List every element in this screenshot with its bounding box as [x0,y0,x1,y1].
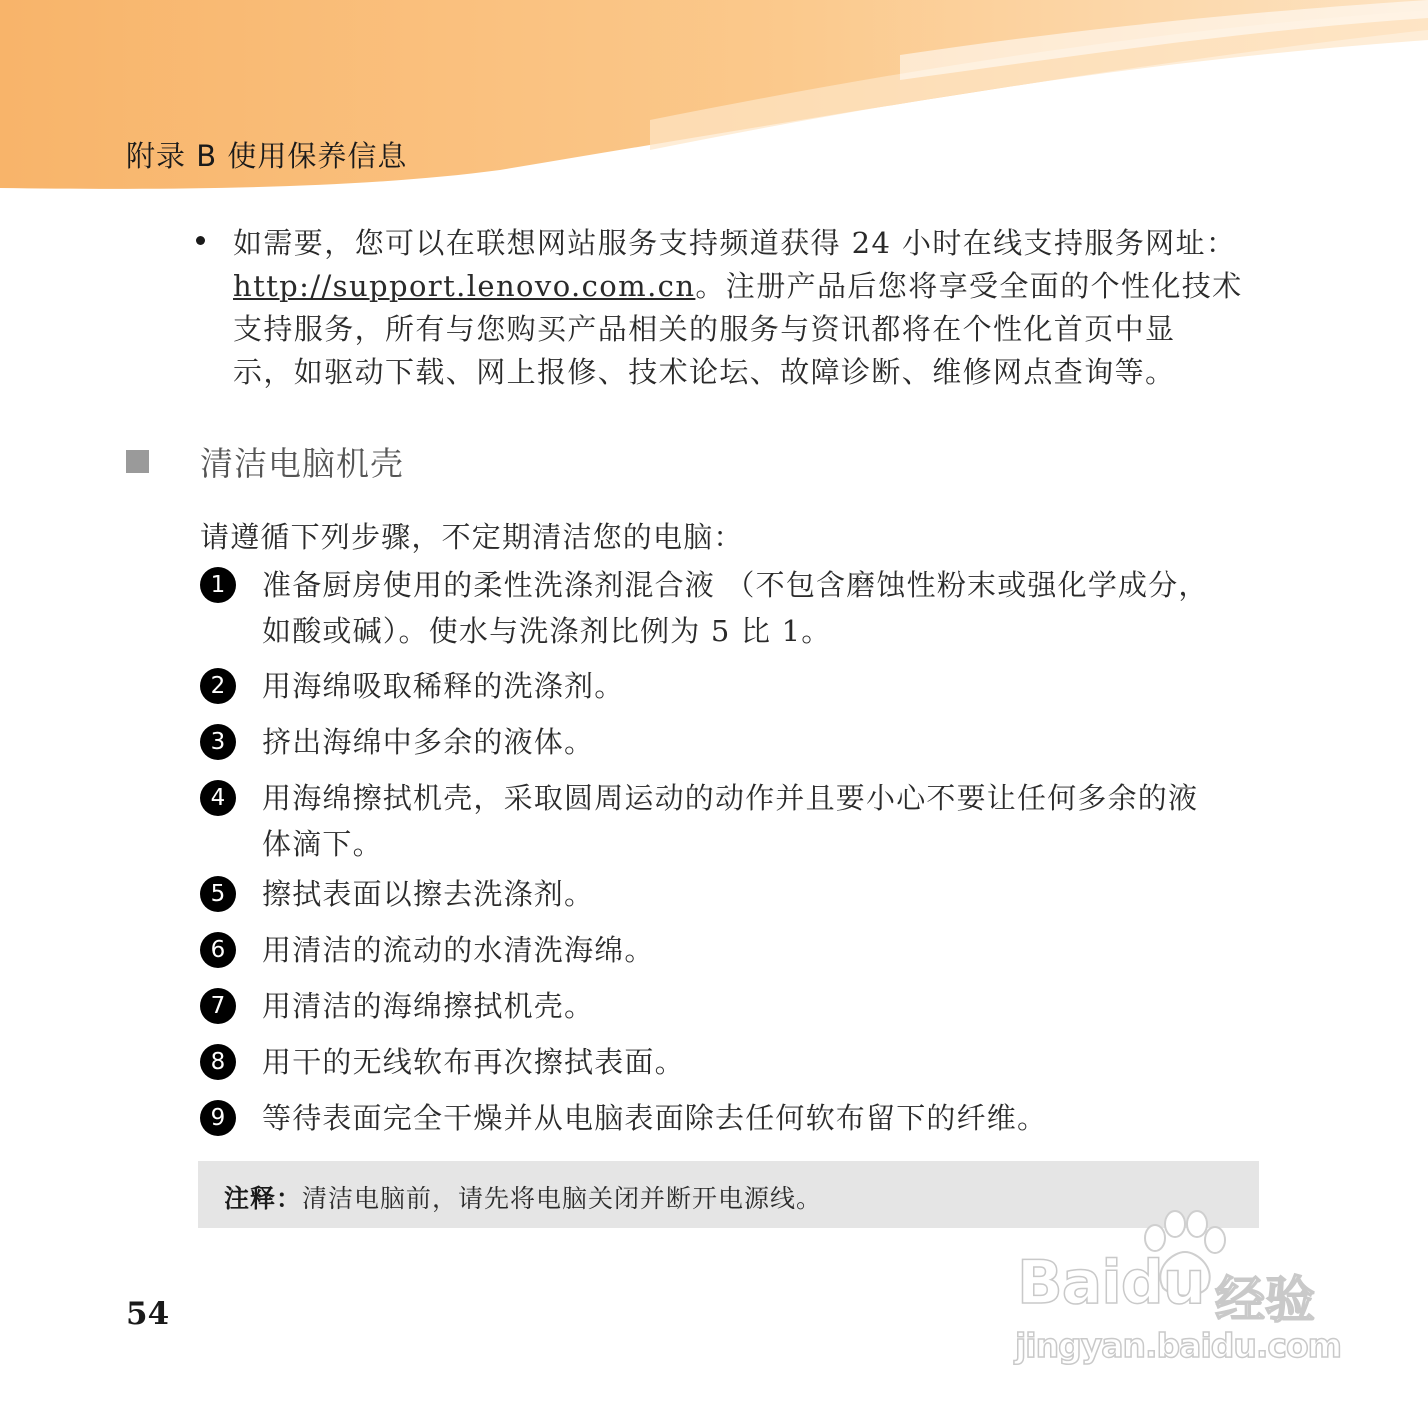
step-item [200,871,1270,917]
step-line: 准备厨房使用的柔性洗涤剂混合液 （不包含磨蚀性粉末或强化学成分， [262,568,1209,602]
step-number-badge: 2 [200,668,236,704]
bullet-line-rest: 。注册产品后您将享受全面的个性化技术 [695,269,1243,303]
page-number: 54 [126,1296,170,1332]
step-line: 体滴下。 [262,827,383,861]
note-label: 注释： [224,1184,303,1213]
step-item [200,1039,1270,1085]
watermark-brand: Baidu [1017,1248,1205,1318]
bullet-line [233,265,1266,308]
step-number-badge: 4 [200,780,236,816]
step-number-badge: 5 [200,876,236,912]
note-text: 清洁电脑前，请先将电脑关闭并断开电源线。 [302,1184,823,1213]
watermark-url: jingyan.baidu.com [1015,1326,1342,1365]
step-item [200,663,1270,709]
intro-text: 请遵循下列步骤，不定期清洁您的电脑： [200,520,744,554]
section-title: 清洁电脑机壳 [200,444,404,483]
section-square-icon [126,450,149,473]
note-content [224,1179,822,1215]
baidu-watermark [1005,1208,1345,1378]
support-bullet [196,222,1266,394]
step-number-badge: 8 [200,1044,236,1080]
step-line: 如酸或碱）。使水与洗涤剂比例为 5 比 1。 [262,614,832,648]
step-number-badge: 9 [200,1100,236,1136]
step-line: 等待表面完全干燥并从电脑表面除去任何软布留下的纤维。 [262,1101,1048,1135]
step-line: 用清洁的流动的水清洗海绵。 [262,933,655,967]
bullet-paragraph [233,222,1266,394]
step-number-badge: 3 [200,724,236,760]
step-item [200,562,1270,654]
step-item [200,983,1270,1029]
step-item [200,927,1270,973]
bullet-line: 如需要，您可以在联想网站服务支持频道获得 24 小时在线支持服务网址： [233,226,1237,260]
bullet-dot [196,236,205,245]
bullet-line: 示，如驱动下载、网上报修、技术论坛、故障诊断、维修网点查询等。 [233,355,1176,389]
page-header-title: 附录 B 使用保养信息 [126,139,408,173]
support-url-link[interactable]: http://support.lenovo.com.cn [233,269,696,303]
step-item [200,1095,1270,1141]
step-line: 用海绵擦拭机壳，采取圆周运动的动作并且要小心不要让任何多余的液 [262,781,1199,815]
step-number-badge: 1 [200,567,236,603]
watermark-cn: 经验 [1215,1271,1315,1329]
step-line: 用干的无线软布再次擦拭表面。 [262,1045,685,1079]
bullet-line: 支持服务，所有与您购买产品相关的服务与资讯都将在个性化首页中显 [233,312,1176,346]
step-line: 擦拭表面以擦去洗涤剂。 [262,877,595,911]
step-number-badge: 7 [200,988,236,1024]
step-item [200,719,1270,765]
step-line: 用海绵吸取稀释的洗涤剂。 [262,669,625,703]
step-line: 挤出海绵中多余的液体。 [262,725,595,759]
step-number-badge: 6 [200,932,236,968]
step-line: 用清洁的海绵擦拭机壳。 [262,989,595,1023]
step-item [200,775,1270,867]
